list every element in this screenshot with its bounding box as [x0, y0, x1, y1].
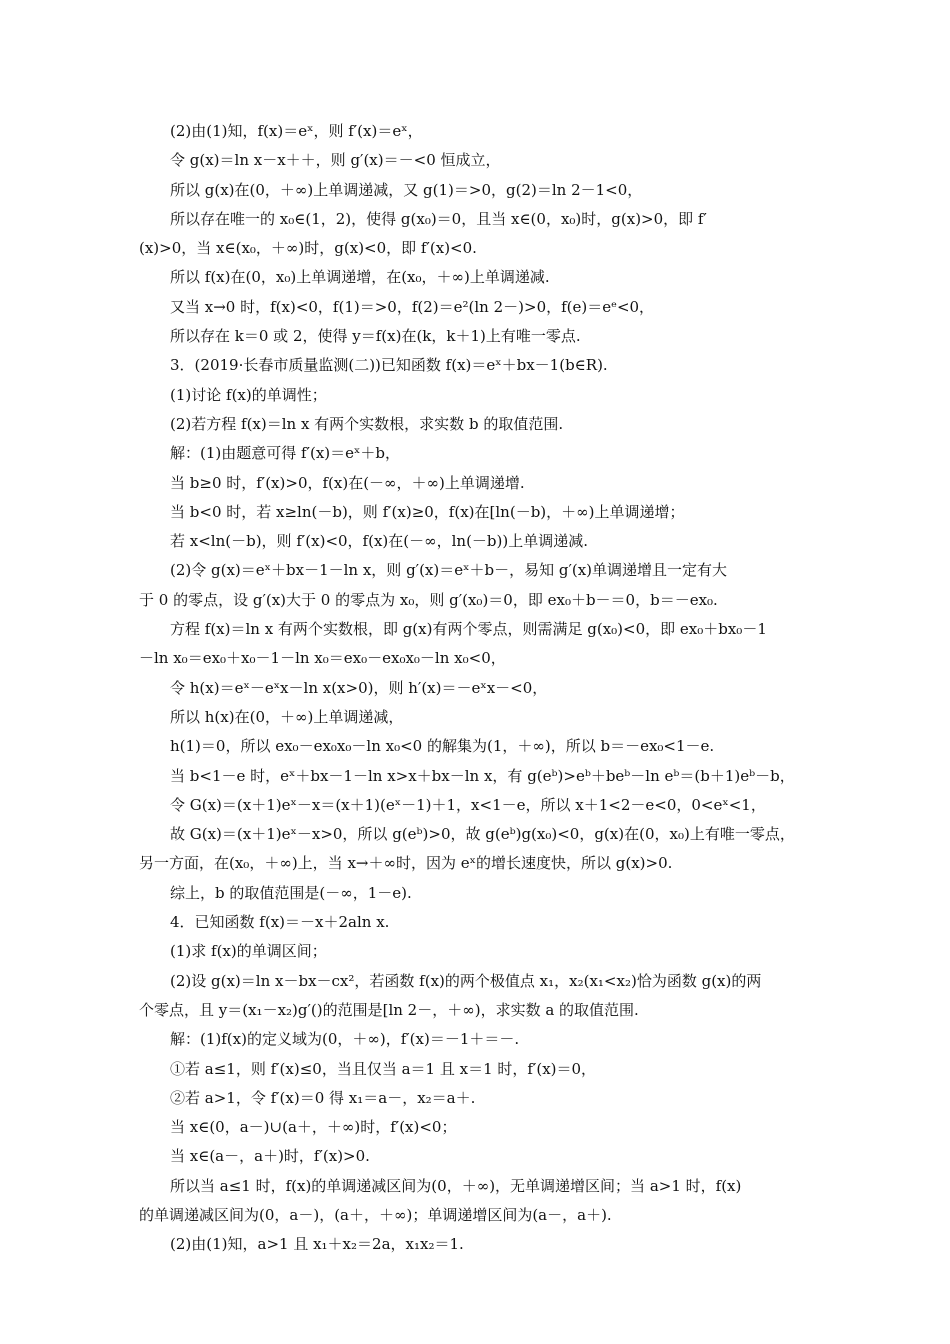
text-line: 所以当 a≤1 时，f(x)的单调递减区间为(0，＋∞)，无单调递增区间；当 a>1 时，f(x): [170, 1176, 742, 1195]
text-line: 当 b<1－e 时，eˣ＋bx－1－ln x>x＋bx－ln x，有 g(eᵇ)>eᵇ＋beᵇ－ln eᵇ＝(b＋1)eᵇ－b，: [170, 766, 795, 785]
text-line: 解：(1)f(x)的定义域为(0，＋∞)，f′(x)＝－1＋＝－.: [170, 1030, 520, 1049]
text-line: (2)由(1)知，a>1 且 x₁＋x₂＝2a，x₁x₂＝1.: [170, 1235, 464, 1254]
text-line: ②若 a>1，令 f′(x)＝0 得 x₁＝a－，x₂＝a＋.: [170, 1088, 476, 1107]
text-line: (2)令 g(x)＝eˣ＋bx－1－ln x，则 g′(x)＝eˣ＋b－，易知 g′(x)单调递增且一定有大: [170, 561, 728, 580]
text-line: 个零点，且 y＝(x₁－x₂)g′()的范围是[ln 2－，＋∞)，求实数 a 的取值范围.: [139, 1000, 639, 1019]
text-line: 于 0 的零点，设 g′(x)大于 0 的零点为 x₀，则 g′(x₀)＝0，即 ex₀＋b－＝0，b＝－ex₀.: [139, 590, 718, 609]
text-line: 综上，b 的取值范围是(－∞，1－e).: [170, 883, 412, 902]
text-line: 若 x<ln(－b)，则 f′(x)<0，f(x)在(－∞，ln(－b))上单调递减.: [170, 532, 589, 551]
text-line: －ln x₀＝ex₀＋x₀－1－ln x₀＝ex₀－ex₀x₀－ln x₀<0，: [139, 649, 506, 668]
text-line: 4．已知函数 f(x)＝－x＋2aln x.: [170, 913, 390, 932]
text-line: 当 x∈(a－，a＋)时，f′(x)>0.: [170, 1147, 370, 1166]
text-line: (2)设 g(x)＝ln x－bx－cx²，若函数 f(x)的两个极值点 x₁，x₂(x₁<x₂)恰为函数 g(x)的两: [170, 971, 762, 990]
text-line: (2)若方程 f(x)＝ln x 有两个实数根，求实数 b 的取值范围.: [170, 414, 564, 433]
text-line: 另一方面，在(x₀，＋∞)上，当 x→＋∞时，因为 eˣ的增长速度快，所以 g(x)>0.: [139, 854, 673, 873]
document-body: [139, 117, 812, 1260]
text-line: ①若 a≤1，则 f′(x)≤0，当且仅当 a＝1 且 x＝1 时，f′(x)＝0，: [170, 1059, 597, 1078]
text-line: h(1)＝0，所以 ex₀－ex₀x₀－ln x₀<0 的解集为(1，＋∞)，所以 b＝－ex₀<1－e.: [170, 737, 715, 756]
text-line: 所以 h(x)在(0，＋∞)上单调递减，: [170, 707, 404, 726]
text-line: 所以存在 k＝0 或 2，使得 y＝f(x)在(k，k＋1)上有唯一零点.: [170, 327, 581, 346]
text-line: 令 g(x)＝ln x－x＋＋，则 g′(x)＝－<0 恒成立，: [170, 151, 501, 170]
text-line: 所以 f(x)在(0，x₀)上单调递增，在(x₀，＋∞)上单调递减.: [170, 268, 550, 287]
text-line: 3．(2019·长春市质量监测(二))已知函数 f(x)＝eˣ＋bx－1(b∈R).: [170, 356, 608, 375]
text-line: 故 G(x)＝(x＋1)eˣ－x>0，所以 g(eᵇ)>0，故 g(eᵇ)g(x₀)<0，g(x)在(0，x₀)上有唯一零点，: [170, 825, 795, 844]
text-line: 又当 x→0 时，f(x)<0，f(1)＝>0，f(2)＝e²(ln 2－)>0，f(e)＝eᵉ<0，: [170, 297, 655, 316]
text-line: (1)求 f(x)的单调区间；: [170, 942, 327, 961]
text-line: 的单调递减区间为(0，a－)，(a＋，＋∞)；单调递增区间为(a－，a＋).: [139, 1205, 612, 1224]
text-line: 令 h(x)＝eˣ－eˣx－ln x(x>0)，则 h′(x)＝－eˣx－<0，: [170, 678, 548, 697]
text-line: 令 G(x)＝(x＋1)eˣ－x＝(x＋1)(eˣ－1)＋1，x<1－e，所以 x＋1<2－e<0，0<eˣ<1，: [170, 795, 766, 814]
text-line: 方程 f(x)＝ln x 有两个实数根，即 g(x)有两个零点，则需满足 g(x₀)<0，即 ex₀＋bx₀－1: [170, 620, 767, 639]
text-line: 解：(1)由题意可得 f′(x)＝eˣ＋b，: [170, 444, 400, 463]
text-line: 当 b≥0 时，f′(x)>0，f(x)在(－∞，＋∞)上单调递增.: [170, 473, 525, 492]
text-line: (1)讨论 f(x)的单调性；: [170, 385, 327, 404]
text-line: 当 b<0 时，若 x≥ln(－b)，则 f′(x)≥0，f(x)在[ln(－b)，＋∞)上单调递增；: [170, 502, 685, 521]
text-line: 所以存在唯一的 x₀∈(1，2)，使得 g(x₀)＝0，且当 x∈(0，x₀)时，g(x)>0，即 f′: [170, 209, 707, 228]
text-line: (2)由(1)知，f(x)＝eˣ，则 f′(x)＝eˣ，: [170, 122, 423, 140]
text-line: 当 x∈(0，a－)∪(a＋，＋∞)时，f′(x)<0；: [170, 1118, 457, 1137]
text-line: (x)>0，当 x∈(x₀，＋∞)时，g(x)<0，即 f′(x)<0.: [139, 239, 477, 258]
text-line: 所以 g(x)在(0，＋∞)上单调递减，又 g(1)＝>0，g(2)＝ln 2－1<0，: [170, 180, 643, 199]
